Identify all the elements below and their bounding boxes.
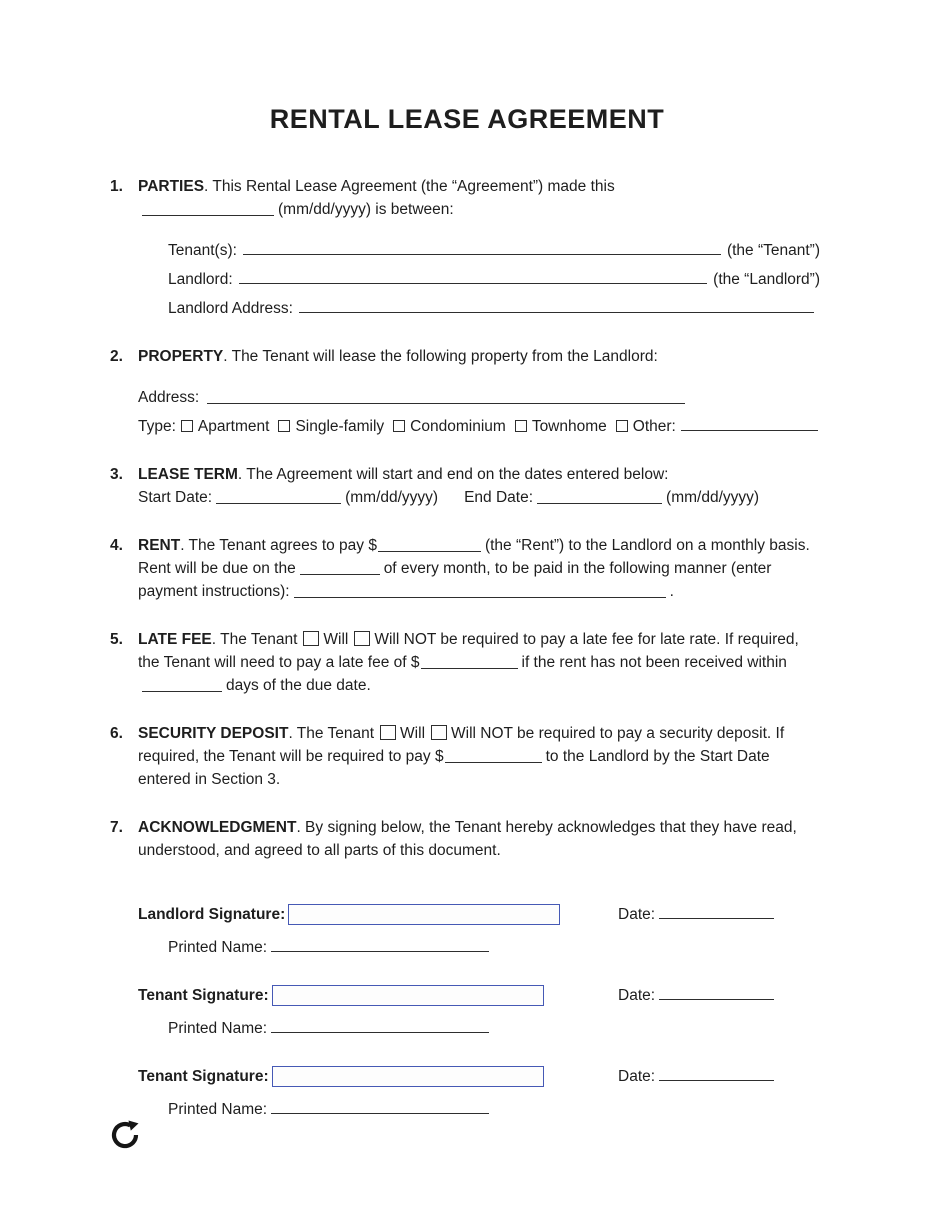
type-option-single-family: Single-family [295, 418, 385, 435]
acknowledgment-heading: ACKNOWLEDGMENT [138, 819, 297, 836]
property-type-row [138, 415, 820, 438]
acknowledgment-text: . By signing below, the Tenant hereby acknowledges that they have read, understood, and agreed to all parts of this document. [138, 819, 797, 859]
end-date-blank [537, 490, 662, 504]
payment-instructions-blank [294, 584, 666, 598]
tenant-printed-name-label-1: Printed Name: [168, 1020, 268, 1037]
checkbox-late-fee-will[interactable] [303, 631, 319, 646]
landlord-printed-name-label: Printed Name: [168, 939, 268, 956]
rent-amount-blank [378, 538, 481, 552]
rent-text-2: (the “Rent”) to the Landlord on a monthly basis. Rent will be due on the [138, 537, 810, 577]
security-deposit-text-3: to the Landlord by the Start Date entered in Section 3. [138, 748, 770, 788]
checkbox-townhome[interactable] [515, 420, 527, 432]
parties-intro-text-2: (mm/dd/yyyy) is between: [278, 201, 454, 218]
tenant-signature-block-2 [138, 1066, 778, 1119]
security-deposit-text-2: be required to pay a security deposit. If required, the Tenant will be required to pay $ [138, 725, 785, 765]
property-address-row [138, 386, 820, 409]
late-fee-text-2: be required to pay a late fee for late rate. If required, the Tenant will need to pay a late fee of $ [138, 631, 799, 671]
landlord-label: Landlord: [168, 271, 233, 288]
tenant-printed-name-blank-2 [271, 1100, 489, 1114]
security-deposit-amount-blank [445, 749, 542, 763]
type-option-townhome: Townhome [531, 418, 607, 435]
parties-fields [168, 239, 820, 320]
tenant-date-label-2: Date: [618, 1068, 656, 1085]
landlord-date-label: Date: [618, 906, 656, 923]
section-number: 1. [110, 178, 123, 195]
landlord-date-blank [659, 905, 774, 919]
property-address-blank [207, 390, 685, 404]
tenant-date-blank-1 [659, 986, 774, 1000]
landlord-address-row [168, 297, 820, 320]
rent-text-3: of every month, to be paid in the following manner (enter payment instructions): [138, 560, 772, 600]
end-date-label: End Date: [464, 489, 534, 506]
end-date-format: (mm/dd/yyyy) [666, 489, 760, 506]
section-late-fee [110, 628, 820, 697]
landlord-address-blank [299, 299, 814, 313]
checkbox-security-deposit-will[interactable] [380, 725, 396, 740]
lease-term-intro-text: . The Agreement will start and end on the dates entered below: [237, 466, 669, 483]
property-intro-text: . The Tenant will lease the following property from the Landlord: [223, 348, 658, 365]
landlord-name-blank [239, 270, 708, 284]
type-option-other: Other: [632, 418, 676, 435]
parties-heading: PARTIES [138, 178, 205, 195]
late-fee-will-not-label: Will NOT [374, 631, 437, 648]
signature-area [138, 904, 778, 1119]
start-date-blank [216, 490, 341, 504]
other-type-blank [681, 417, 818, 431]
tenant-label: Tenant(s): [168, 242, 237, 259]
tenant-date-label-1: Date: [618, 987, 656, 1004]
section-security-deposit [110, 722, 820, 791]
tenant-signature-block-1 [138, 985, 778, 1038]
tenant-row [168, 239, 820, 262]
late-fee-text-1: . The Tenant [211, 631, 298, 648]
late-fee-days-blank [142, 678, 222, 692]
section-lease-term [110, 463, 820, 509]
property-fields [138, 386, 820, 438]
landlord-signature-field[interactable] [288, 904, 560, 925]
rent-text-1: . The Tenant agrees to pay $ [180, 537, 377, 554]
security-deposit-will-label: Will [400, 725, 426, 742]
checkbox-single-family[interactable] [278, 420, 290, 432]
document-body [110, 175, 820, 862]
rent-due-day-blank [300, 561, 380, 575]
tenant-signature-field-1[interactable] [272, 985, 544, 1006]
made-this-date-blank [142, 202, 274, 216]
tenant-name-blank [243, 241, 721, 255]
security-deposit-heading: SECURITY DEPOSIT [138, 725, 289, 742]
late-fee-text-4: days of the due date. [226, 677, 371, 694]
section-rent [110, 534, 820, 603]
section-number: 3. [110, 466, 123, 483]
section-number: 6. [110, 725, 123, 742]
tenant-signature-label-2: Tenant Signature: [138, 1067, 269, 1085]
document-title: RENTAL LEASE AGREEMENT [269, 104, 665, 134]
section-property [110, 345, 820, 438]
security-deposit-text-1: . The Tenant [288, 725, 375, 742]
checkbox-condominium[interactable] [393, 420, 405, 432]
property-type-label: Type: [138, 418, 176, 435]
late-fee-text-3: if the rent has not been received within [521, 654, 787, 671]
section-number: 2. [110, 348, 123, 365]
property-address-label: Address: [138, 389, 200, 406]
start-date-label: Start Date: [138, 489, 213, 506]
lease-term-heading: LEASE TERM [138, 466, 238, 483]
start-date-format: (mm/dd/yyyy) [345, 489, 439, 506]
checkbox-other[interactable] [616, 420, 628, 432]
checkbox-security-deposit-will-not[interactable] [431, 725, 447, 740]
tenant-printed-name-blank-1 [271, 1019, 489, 1033]
circular-arrow-icon [110, 1120, 140, 1150]
landlord-row [168, 268, 820, 291]
section-parties [110, 175, 820, 320]
landlord-suffix: (the “Landlord”) [713, 271, 820, 288]
landlord-address-label: Landlord Address: [168, 300, 293, 317]
section-acknowledgment [110, 816, 820, 862]
tenant-signature-field-2[interactable] [272, 1066, 544, 1087]
landlord-signature-label: Landlord Signature: [138, 905, 286, 923]
rent-heading: RENT [138, 537, 181, 554]
section-number: 4. [110, 537, 123, 554]
landlord-printed-name-blank [271, 938, 489, 952]
section-number: 5. [110, 631, 123, 648]
late-fee-heading: LATE FEE [138, 631, 212, 648]
landlord-signature-block [138, 904, 778, 957]
late-fee-amount-blank [421, 655, 518, 669]
checkbox-late-fee-will-not[interactable] [354, 631, 370, 646]
late-fee-will-label: Will [323, 631, 349, 648]
rent-text-4: . [669, 583, 674, 600]
section-number: 7. [110, 819, 123, 836]
tenant-date-blank-2 [659, 1067, 774, 1081]
checkbox-apartment[interactable] [181, 420, 193, 432]
tenant-suffix: (the “Tenant”) [726, 242, 820, 259]
tenant-signature-label-1: Tenant Signature: [138, 986, 269, 1004]
parties-intro-text: . This Rental Lease Agreement (the “Agreement”) made this [204, 178, 615, 195]
type-option-apartment: Apartment [197, 418, 270, 435]
property-heading: PROPERTY [138, 348, 224, 365]
type-option-condominium: Condominium [410, 418, 506, 435]
tenant-printed-name-label-2: Printed Name: [168, 1101, 268, 1118]
security-deposit-will-not-label: Will NOT [451, 725, 513, 742]
